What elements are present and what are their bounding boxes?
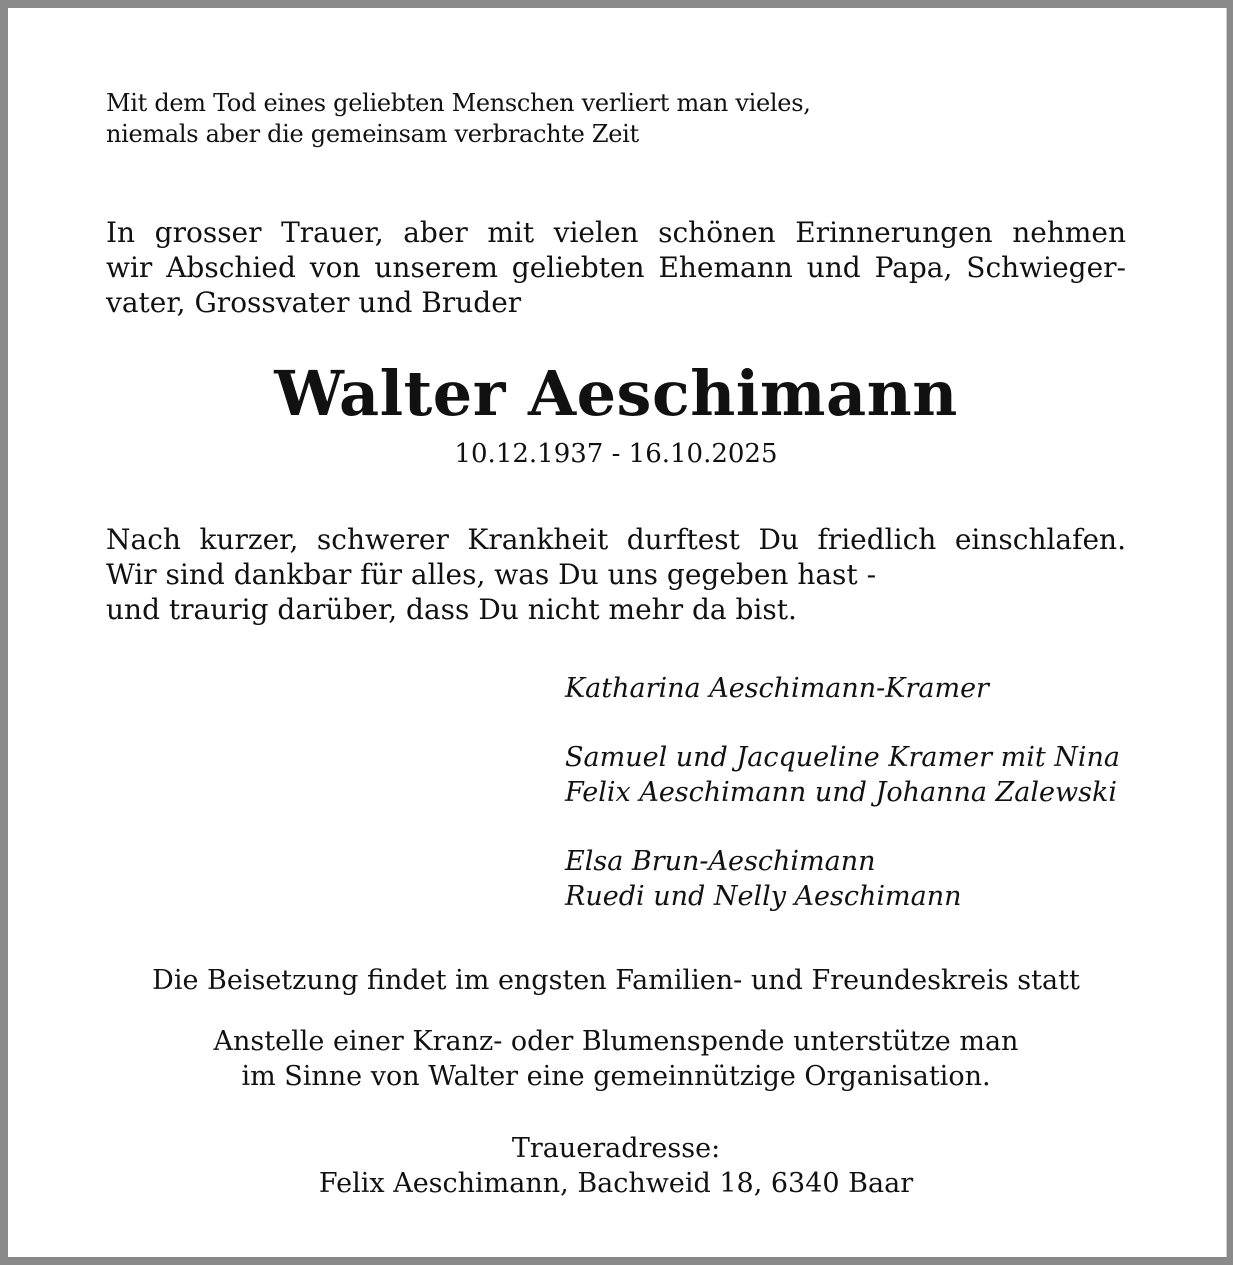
- deceased-name: Walter Aeschimann: [274, 357, 958, 430]
- farewell-paragraph: [106, 522, 1126, 627]
- donation-notice: [106, 1024, 1126, 1094]
- obituary-page: [8, 8, 1226, 1257]
- farewell-line: Wir sind dankbar für alles, was Du uns gegeben hast -: [106, 558, 877, 591]
- page-edge: [1226, 8, 1227, 1257]
- intro-line: vater, Grossvater und Bruder: [106, 286, 522, 319]
- mourner-name: Samuel und Jacqueline Kramer mit Nina: [565, 742, 1121, 773]
- farewell-line: Nach kurzer, schwerer Krankheit durftest Du friedlich einschlafen.: [106, 523, 1126, 556]
- mourner-name: Katharina Aeschimann-Kramer: [565, 673, 989, 704]
- donation-line: Anstelle einer Kranz- oder Blumenspende unterstütze man: [213, 1026, 1019, 1057]
- address-label: Traueradresse:: [511, 1133, 721, 1164]
- life-dates: 10.12.1937 - 16.10.2025: [454, 439, 778, 469]
- burial-notice: Die Beisetzung findet im engsten Familien- und Freundeskreis statt: [152, 965, 1080, 996]
- donation-line: im Sinne von Walter eine gemeinnützige Organisation.: [241, 1061, 991, 1092]
- address-line: Felix Aeschimann, Bachweid 18, 6340 Baar: [318, 1168, 914, 1199]
- intro-paragraph: [106, 215, 1126, 320]
- mourner-name: Elsa Brun-Aeschimann: [565, 846, 876, 877]
- motto-quote: [106, 88, 1126, 150]
- mourning-address: [106, 1131, 1126, 1201]
- mourner-name: Felix Aeschimann und Johanna Zalewski: [565, 777, 1117, 808]
- farewell-line: und traurig darüber, dass Du nicht mehr da bist.: [106, 593, 797, 626]
- intro-line: In grosser Trauer, aber mit vielen schönen Erinnerungen nehmen: [106, 216, 1126, 249]
- motto-line: niemals aber die gemeinsam verbrachte Zeit: [106, 120, 639, 148]
- mourner-name: Ruedi und Nelly Aeschimann: [565, 881, 962, 912]
- mourners-list: [565, 671, 1135, 914]
- motto-line: Mit dem Tod eines geliebten Menschen verliert man vieles,: [106, 89, 811, 117]
- intro-line: wir Abschied von unserem geliebten Ehemann und Papa, Schwieger-: [106, 251, 1126, 284]
